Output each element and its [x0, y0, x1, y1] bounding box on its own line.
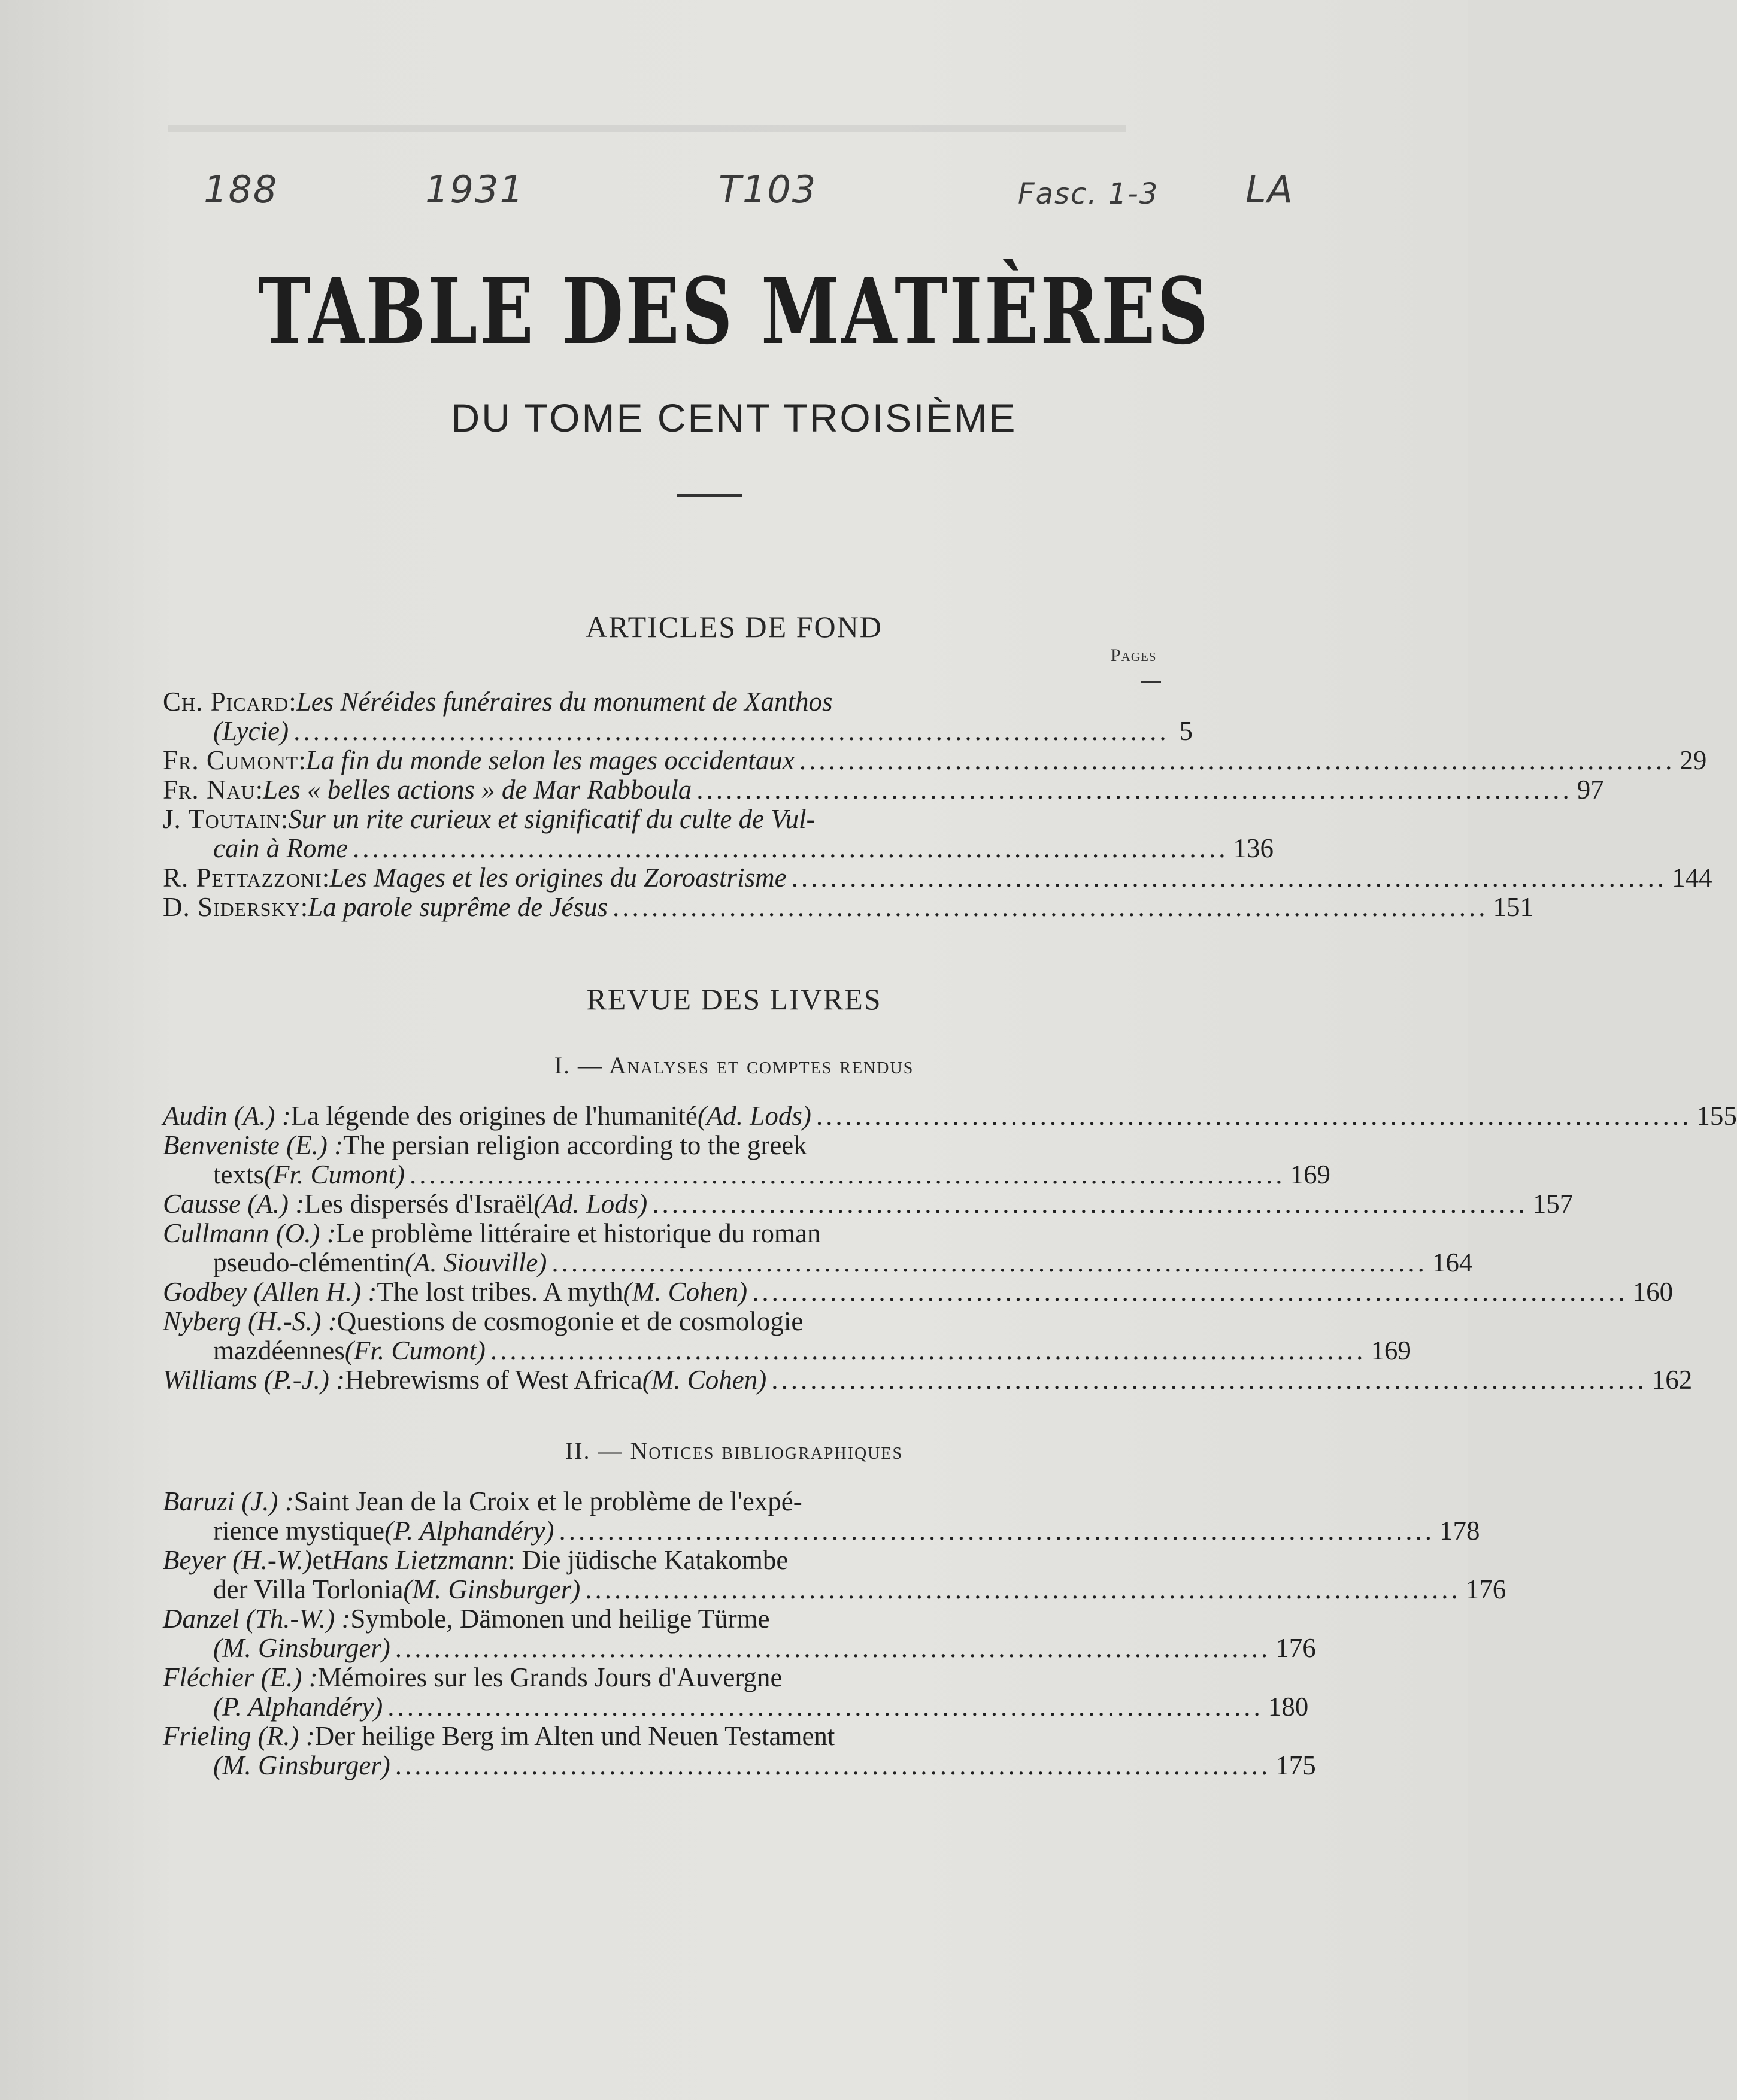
reviewer: (M. Cohen) [623, 1277, 748, 1307]
notice-title: Saint Jean de la Croix et le problème de l'expé- [293, 1486, 802, 1516]
page-number: 176 [1465, 1574, 1506, 1604]
review-title: The lost tribes. A myth [377, 1277, 623, 1307]
dot-leader: .......................................................................................... [395, 1750, 1271, 1780]
reviewer: (P. Alphandéry) [384, 1516, 554, 1546]
entry-continuation [163, 717, 1193, 746]
separator: : [280, 804, 289, 834]
entry-line [163, 1722, 1193, 1751]
notice-title-cont: rience mystique [213, 1516, 385, 1546]
review-title-cont: texts [213, 1160, 264, 1189]
entry-line [163, 892, 1533, 922]
notices-heading: II. — Notices bibliographiques [565, 1437, 904, 1464]
entry-continuation [163, 1516, 1480, 1546]
entry-continuation [163, 833, 1274, 863]
article-entry [163, 892, 1533, 922]
notice-entry [163, 1545, 1506, 1604]
page-title: TABLE DES MATIÈRES [257, 257, 1211, 365]
article-entry [163, 775, 1604, 805]
article-entry [163, 745, 1707, 775]
review-entry [163, 1101, 1737, 1131]
entry-continuation [163, 1336, 1411, 1365]
review-author: Nyberg (H.-S.) : [163, 1306, 337, 1336]
dot-leader: .......................................................................................... [490, 1336, 1366, 1365]
page-number: 155 [1696, 1101, 1737, 1131]
page-number: 169 [1371, 1336, 1411, 1365]
page-number: 178 [1439, 1516, 1480, 1546]
article-title: La fin du monde selon les mages occidentaux [305, 745, 795, 775]
review-title-cont: mazdéennes [213, 1336, 345, 1365]
page-number: 157 [1532, 1189, 1574, 1219]
page-number: 180 [1268, 1692, 1309, 1722]
notice-entry [163, 1486, 1480, 1546]
review-entry [163, 1365, 1693, 1395]
notice-entry [163, 1721, 1316, 1780]
notice-author: Fléchier (E.) : [163, 1662, 318, 1692]
review-title: La légende des origines de l'humanité [290, 1101, 698, 1131]
entry-continuation [163, 1692, 1309, 1722]
review-author: Benveniste (E.) : [163, 1130, 344, 1160]
article-title: La parole suprême de Jésus [308, 892, 608, 922]
article-entry [163, 804, 1274, 863]
handwritten-note-2: 1931 [425, 168, 525, 211]
notice-title: Symbole, Dämonen und heilige Türme [350, 1604, 770, 1634]
entry-continuation [163, 1633, 1316, 1663]
dot-leader: .......................................................................................... [395, 1633, 1271, 1663]
separator: : [255, 775, 263, 805]
notice-author: Danzel (Th.-W.) : [163, 1604, 351, 1634]
entry-line [163, 1663, 1193, 1692]
review-author: Audin (A.) : [163, 1101, 291, 1131]
dot-leader: .......................................................................................... [791, 863, 1668, 893]
reviewer: (Ad. Lods) [533, 1189, 648, 1219]
bleed-through-texture: ▬▬▬▬▬▬▬▬▬▬▬▬▬▬▬▬▬▬▬▬▬▬▬▬▬▬▬▬▬▬▬▬▬▬▬▬▬▬▬▬ [168, 111, 1126, 138]
reviewer: (M. Ginsburger) [403, 1574, 581, 1604]
reviewer: (M. Ginsburger) [213, 1750, 390, 1780]
dot-leader: .......................................................................................... [612, 892, 1489, 922]
reviewer: (Fr. Cumont) [344, 1336, 486, 1365]
entry-line [163, 1546, 1193, 1575]
title-rule [677, 494, 742, 497]
review-author: Causse (A.) : [163, 1189, 305, 1219]
dot-leader: .......................................................................................... [559, 1516, 1435, 1546]
notice-title: et [312, 1545, 332, 1575]
page-number: 151 [1493, 892, 1533, 922]
article-entry [163, 863, 1712, 893]
page-number: 160 [1632, 1277, 1674, 1307]
notice-title: Der heilige Berg im Alten und Neuen Testament [314, 1721, 835, 1751]
entry-line [163, 1487, 1193, 1516]
reviewer: (A. Siouville) [404, 1248, 547, 1277]
entry-continuation [163, 1750, 1316, 1780]
entry-line [163, 1604, 1193, 1634]
reviewer: (P. Alphandéry) [213, 1692, 383, 1722]
separator: : [298, 745, 306, 775]
entry-continuation [163, 1574, 1506, 1604]
reviewer: (M. Cohen) [642, 1365, 767, 1395]
entry-line [163, 1101, 1737, 1131]
pages-label: Pages [1111, 645, 1157, 665]
dot-leader: .......................................................................................... [799, 745, 1675, 775]
analyses-list [163, 1101, 1737, 1395]
review-entry [163, 1277, 1674, 1307]
review-title: Le problème littéraire et historique du roman [335, 1218, 821, 1248]
reviewer: (Fr. Cumont) [264, 1160, 405, 1189]
page-number: 97 [1577, 775, 1604, 805]
separator: : [300, 892, 308, 922]
pages-rule [1141, 681, 1161, 683]
articles-heading: ARTICLES DE FOND [586, 610, 883, 644]
page-number: 176 [1275, 1633, 1316, 1663]
article-entry [163, 687, 1193, 746]
page-number: 136 [1233, 833, 1274, 863]
notice-title-2: : Die jüdische Katakombe [507, 1545, 789, 1575]
notice-title: Mémoires sur les Grands Jours d'Auvergne [317, 1662, 783, 1692]
reviews-heading: REVUE DES LIVRES [586, 982, 882, 1016]
dot-leader: .......................................................................................... [410, 1160, 1286, 1189]
article-author: Fr. Cumont [163, 745, 299, 775]
article-title: Les Néréides funéraires du monument de Xanthos [296, 687, 833, 717]
page-number: 5 [1179, 716, 1193, 746]
entry-line [163, 805, 1193, 834]
notice-author: Baruzi (J.) : [163, 1486, 294, 1516]
entry-line [163, 687, 1193, 717]
review-author: Williams (P.-J.) : [163, 1365, 345, 1395]
dot-leader: .......................................................................................... [585, 1574, 1461, 1604]
entry-line [163, 863, 1712, 893]
dot-leader: .......................................................................................... [816, 1101, 1692, 1131]
handwritten-note-4: Fasc. 1-3 [1018, 177, 1159, 211]
entry-line [163, 1131, 1193, 1160]
notice-author: Beyer (H.-W.) [163, 1545, 313, 1575]
page-number: 29 [1680, 745, 1707, 775]
page-number: 144 [1672, 863, 1712, 893]
analyses-heading: I. — Analyses et comptes rendus [554, 1052, 914, 1079]
review-title: Les dispersés d'Israël [304, 1189, 534, 1219]
review-entry [163, 1130, 1330, 1189]
review-author: Godbey (Allen H.) : [163, 1277, 377, 1307]
review-entry [163, 1306, 1411, 1365]
articles-list [163, 687, 1712, 922]
review-title: Hebrewisms of West Africa [345, 1365, 642, 1395]
article-title-cont: (Lycie) [213, 716, 289, 746]
entry-line [163, 1189, 1574, 1219]
reviewer: (Ad. Lods) [697, 1101, 811, 1131]
notice-entry [163, 1662, 1309, 1722]
notices-list [163, 1486, 1506, 1780]
notice-entry [163, 1604, 1316, 1663]
handwritten-note-5: LA [1245, 168, 1294, 211]
dot-leader: .......................................................................................... [771, 1365, 1647, 1395]
notice-title-cont: der Villa Torlonia [213, 1574, 404, 1604]
review-author: Cullmann (O.) : [163, 1218, 336, 1248]
article-title: Les « belles actions » de Mar Rabboula [263, 775, 692, 805]
page-number: 164 [1432, 1248, 1473, 1277]
entry-line [163, 1277, 1674, 1307]
dot-leader: .......................................................................................... [696, 775, 1572, 805]
review-entry [163, 1218, 1473, 1277]
article-title: Les Mages et les origines du Zoroastrisme [329, 863, 787, 893]
page-number: 162 [1651, 1365, 1693, 1395]
notice-author: Frieling (R.) : [163, 1721, 315, 1751]
reviewer: (M. Ginsburger) [213, 1633, 390, 1663]
entry-line [163, 775, 1604, 805]
entry-continuation [163, 1160, 1330, 1189]
review-title-cont: pseudo-clémentin [213, 1248, 405, 1277]
article-title-cont: cain à Rome [213, 833, 348, 863]
review-title: The persian religion according to the greek [343, 1130, 807, 1160]
dot-leader: .......................................................................................... [551, 1248, 1427, 1277]
dot-leader: .......................................................................................... [752, 1277, 1628, 1307]
dot-leader: .......................................................................................... [387, 1692, 1263, 1722]
dot-leader: .......................................................................................... [293, 716, 1169, 746]
review-entry [163, 1189, 1574, 1219]
handwritten-note-1: 188 [204, 168, 278, 211]
entry-line [163, 1219, 1193, 1248]
entry-line [163, 745, 1707, 775]
entry-line [163, 1307, 1193, 1336]
page-number: 169 [1290, 1160, 1330, 1189]
dot-leader: .......................................................................................... [652, 1189, 1528, 1219]
handwritten-note-3: T103 [719, 168, 817, 211]
entry-continuation [163, 1248, 1473, 1277]
entry-line [163, 1365, 1693, 1395]
separator: : [322, 863, 330, 893]
article-author: Fr. Nau [163, 775, 256, 805]
article-title: Sur un rite curieux et significatif du culte de Vul- [288, 804, 816, 834]
page-number: 175 [1275, 1750, 1316, 1780]
separator: : [289, 687, 296, 717]
review-title: Questions de cosmogonie et de cosmologie [337, 1306, 804, 1336]
article-author: Ch. Picard [163, 687, 289, 717]
article-author: J. Toutain [163, 804, 281, 834]
page-subtitle: DU TOME CENT TROISIÈME [451, 396, 1017, 440]
notice-author-2: Hans Lietzmann [331, 1545, 508, 1575]
dot-leader: .......................................................................................... [352, 833, 1229, 863]
article-author: R. Pettazzoni [163, 863, 322, 893]
article-author: D. Sidersky [163, 892, 301, 922]
